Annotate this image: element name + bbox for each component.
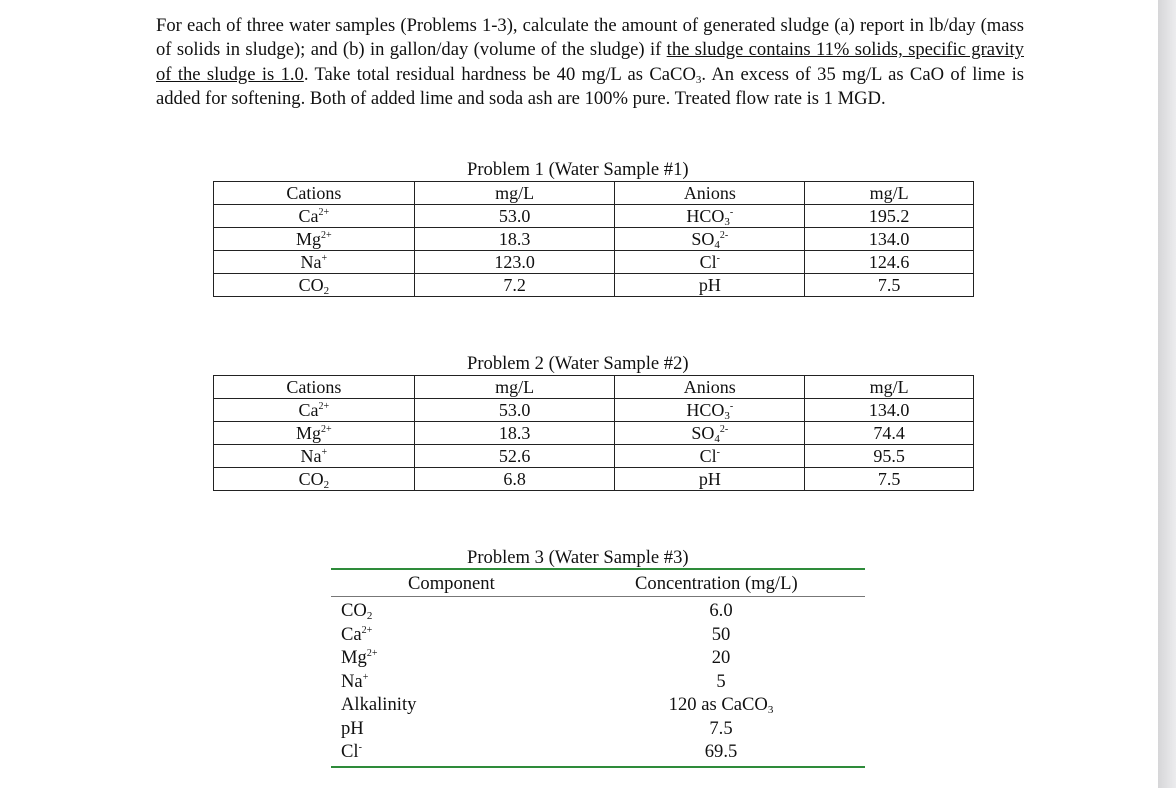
ion-symbol: Cl	[341, 741, 359, 762]
ion-charge: 2+	[318, 206, 330, 218]
ion-symbol: Mg	[341, 647, 367, 668]
table-row	[331, 670, 865, 694]
value-text: 20	[711, 647, 731, 668]
header-cation-mgl: mg/L	[414, 376, 615, 399]
ion-symbol: SO	[691, 422, 715, 443]
problem-statement	[156, 14, 1024, 112]
ion-subscript: 4	[714, 238, 720, 251]
anion-cell	[615, 274, 805, 297]
anion-value-cell: 134.0	[805, 228, 974, 251]
component-name	[341, 671, 368, 693]
table-row	[214, 274, 974, 297]
table-header-row	[214, 376, 974, 399]
table-row	[214, 251, 974, 274]
table-header-row	[214, 182, 974, 205]
anion-cell	[615, 251, 805, 274]
ion-symbol: Na	[300, 251, 322, 272]
concentration-value	[635, 671, 807, 693]
cation-value-cell: 52.6	[414, 445, 615, 468]
ion-symbol: CO	[298, 274, 324, 295]
table-row	[214, 422, 974, 445]
table-row	[331, 646, 865, 670]
ion-symbol: pH	[698, 468, 721, 489]
ion-symbol: pH	[698, 274, 721, 295]
value-text: 69.5	[704, 741, 738, 762]
anion-cell	[615, 228, 805, 251]
cation-value-cell: 18.3	[414, 422, 615, 445]
ion-symbol: Mg	[296, 228, 322, 249]
anion-value-cell: 95.5	[805, 445, 974, 468]
ion-subscript: 2	[323, 478, 330, 491]
ion-charge: 2+	[318, 400, 330, 412]
table-row	[214, 445, 974, 468]
anion-cell	[615, 205, 805, 228]
component-name	[341, 718, 364, 740]
value-text: 5	[716, 670, 726, 692]
component-name	[341, 600, 372, 622]
ion-charge: -	[716, 252, 720, 264]
concentration-value	[635, 647, 807, 669]
ion-symbol: Alkalinity	[341, 694, 417, 715]
header-cations: Cations	[214, 182, 415, 205]
table-row	[214, 399, 974, 422]
ion-symbol: HCO	[686, 205, 725, 226]
ion-symbol: Na	[341, 670, 363, 692]
component-name	[341, 624, 372, 646]
anion-value-cell: 7.5	[805, 274, 974, 297]
ion-charge: 2+	[321, 423, 332, 435]
problem2-table	[213, 375, 974, 491]
problem3-table	[331, 568, 865, 768]
statement-text-3: . An excess of 35 mg/L as CaO of lime is added for softening. Both of added lime and soda ash are 100% pure. Treated flow rate is 1 MGD.	[156, 63, 1025, 110]
cation-value-cell: 53.0	[414, 205, 615, 228]
anion-value-cell: 195.2	[805, 205, 974, 228]
cation-cell	[214, 468, 415, 491]
page-edge-shadow	[1158, 0, 1176, 788]
cation-value-cell: 6.8	[414, 468, 615, 491]
ion-subscript: 3	[724, 409, 730, 422]
header-anions: Anions	[615, 182, 805, 205]
cation-cell	[214, 399, 415, 422]
component-name	[341, 741, 362, 763]
ion-symbol: Cl	[699, 251, 717, 272]
ion-symbol: CO	[298, 468, 324, 489]
ion-symbol: Cl	[699, 445, 717, 466]
ion-subscript: 4	[714, 432, 720, 445]
table-row	[331, 740, 865, 764]
statement-underlined-condition: the sludge contains 11% solids, specific gravity of the sludge is 1.0	[156, 39, 1024, 85]
ion-subscript: 2	[323, 284, 330, 297]
anion-cell	[615, 445, 805, 468]
problem1-table	[213, 181, 974, 297]
ion-charge: 2+	[321, 229, 332, 241]
table-row	[331, 693, 865, 717]
cation-cell	[214, 251, 415, 274]
ion-symbol: SO	[691, 228, 715, 249]
ion-symbol: Ca	[341, 623, 362, 645]
ion-subscript: 3	[724, 215, 730, 228]
problem2-caption: Problem 2 (Water Sample #2)	[467, 353, 689, 374]
component-name	[341, 694, 416, 716]
header-anion-mgl: mg/L	[805, 376, 974, 399]
ion-charge: +	[321, 446, 328, 458]
value-text: 7.5	[709, 717, 733, 739]
anion-value-cell: 7.5	[805, 468, 974, 491]
value-subscript: 3	[767, 704, 774, 716]
concentration-value	[635, 600, 807, 622]
ion-charge: -	[729, 400, 734, 412]
statement-text-2: . Take total residual hardness be 40 mg/L as CaCO	[303, 63, 696, 85]
ion-charge: -	[729, 206, 734, 218]
ion-symbol: pH	[341, 717, 364, 739]
ion-symbol: Na	[300, 445, 322, 466]
anion-cell	[615, 468, 805, 491]
ion-charge: +	[321, 252, 328, 264]
header-anion-mgl: mg/L	[805, 182, 974, 205]
ion-symbol: Ca	[298, 399, 319, 420]
ion-symbol: Mg	[296, 422, 322, 443]
cation-value-cell: 53.0	[414, 399, 615, 422]
ion-symbol: HCO	[686, 399, 725, 420]
table-row	[214, 205, 974, 228]
cation-cell	[214, 274, 415, 297]
anion-cell	[615, 422, 805, 445]
anion-value-cell: 74.4	[805, 422, 974, 445]
value-text: 50	[711, 623, 731, 645]
table-row	[331, 599, 865, 623]
statement-text-1: For each of three water samples (Problems 1-3), calculate the amount of generated sludge (a) report in lb/day (mass of solids in sludge); and (b) in gallon/day (volume of the sludge) if	[156, 15, 1024, 61]
ion-charge: -	[358, 742, 362, 753]
anion-value-cell: 124.6	[805, 251, 974, 274]
ion-subscript: 2	[366, 610, 373, 622]
cation-value-cell: 7.2	[414, 274, 615, 297]
header-cation-mgl: mg/L	[414, 182, 615, 205]
problem1-caption: Problem 1 (Water Sample #1)	[467, 159, 689, 180]
ion-symbol: CO	[341, 600, 367, 621]
table-row	[331, 717, 865, 741]
table-row	[214, 228, 974, 251]
ion-charge: +	[362, 671, 369, 683]
anion-cell	[615, 399, 805, 422]
table-row	[214, 468, 974, 491]
statement-subscript: 3	[695, 73, 702, 86]
header-cations: Cations	[214, 376, 415, 399]
concentration-value	[635, 718, 807, 740]
table-bottom-rule	[331, 766, 865, 768]
anion-value-cell: 134.0	[805, 399, 974, 422]
cation-cell	[214, 205, 415, 228]
value-text: 120 as CaCO	[668, 694, 768, 715]
header-anions: Anions	[615, 376, 805, 399]
problem3-rows	[331, 597, 865, 764]
cation-cell	[214, 422, 415, 445]
cation-value-cell: 123.0	[414, 251, 615, 274]
cation-cell	[214, 445, 415, 468]
concentration-value	[635, 741, 807, 763]
ion-charge: 2+	[361, 624, 373, 636]
header-concentration: Concentration (mg/L)	[635, 573, 798, 594]
value-text: 6.0	[709, 600, 733, 621]
problem3-caption: Problem 3 (Water Sample #3)	[467, 547, 689, 568]
ion-charge: 2-	[719, 423, 729, 435]
table-row	[331, 623, 865, 647]
header-component: Component	[408, 573, 495, 594]
ion-symbol: Ca	[298, 205, 319, 226]
cation-value-cell: 18.3	[414, 228, 615, 251]
ion-charge: 2-	[719, 229, 729, 241]
concentration-value	[635, 694, 807, 716]
component-name	[341, 647, 377, 669]
ion-charge: -	[716, 446, 720, 458]
ion-charge: 2+	[366, 648, 378, 659]
table-header-row	[331, 570, 865, 596]
cation-cell	[214, 228, 415, 251]
concentration-value	[635, 624, 807, 646]
